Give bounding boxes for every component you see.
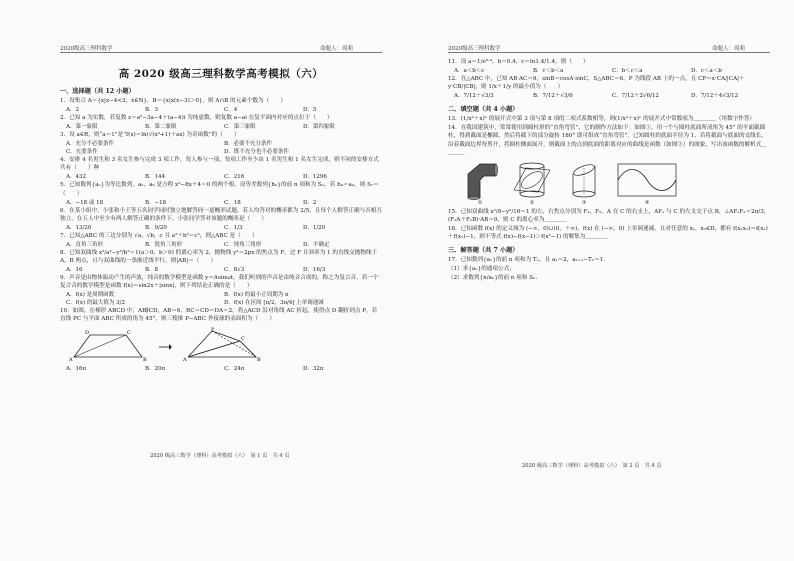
figure-3 — [566, 160, 602, 206]
folded-pyramid-diagram — [182, 327, 262, 363]
question-13: 13．(1/x²＋x)ⁿ 的展开式中第 3 项与第 8 项的二项式系数相等，则(1/x²＋x)ⁿ 的展开式中常数项为＿＿＿＿（用数字作答） — [448, 116, 755, 123]
q1-options — [60, 106, 382, 114]
figure-label: ② — [529, 199, 535, 206]
option: C．7/12＋2√6/12 — [612, 93, 659, 100]
option: C．钝角三角形 — [224, 241, 262, 248]
question-17-part-1: （1）求{aₙ}的通项公式； — [448, 266, 515, 273]
option: D．7/12＋4√3/12 — [691, 93, 739, 100]
option: D．c＜a＜b — [691, 68, 722, 75]
question-2: 2．已知 a 为实数，若复数 z＝a²−3a−4＋(a−4)i 为纯虚数，则复数 a−ai 在复平面内对应的点位于（ ） — [60, 115, 333, 122]
right-page-footer: 2020 级高三数学（理科）高考模拟（六） 第 2 页 共 4 页 — [522, 463, 662, 469]
question-5: 5．已知数列{aₙ}为等比数列，a₂，a₆ 是方程 x²−8x＋4＝0 的两个根，设等差数列{bₙ}的前 n 项和为 Sₙ，若 b₄＝a₄，则 S₇＝（ ） — [60, 182, 379, 197]
option: A．−18 或 18 — [66, 199, 104, 206]
option: D．f(x) 在区间 [π/2，3π/4] 上单调递减 — [224, 300, 324, 307]
question-16: 16．已知函数 f(x) 的定义域为 (−∞，0)∪(0，＋∞)，f(x) 在 (−∞，0) 上单调递减，且对任意的 x₁，x₂∈D，都有 f(x₁x₂)＝f(x₁)＋f(x₂)−1，则不等式 f(x)−f(x−1)＞f(x²−1) 的解集为＿＿＿＿ — [448, 225, 768, 241]
option: A．7/12＋√3/3 — [454, 93, 494, 100]
svg-text:A: A — [183, 356, 187, 363]
question-9: 9．声音是由物体振动产生的声波，纯音的数学模型是函数 y＝Asinωt，我们听到的声音是由纯音合成的，称之为复合音，若一个复合音的数学模型是函数 f(x)＝sin2x＋|sinx|，则下列结论正确的是（ ） — [60, 275, 379, 290]
option: B．−18 — [145, 199, 167, 206]
right-page-teacher-tag: 命题人：周莉 — [712, 46, 746, 52]
option: A．a＜b＜c — [454, 68, 485, 75]
section-fill-title: 二、填空题（共 4 小题） — [448, 106, 519, 114]
section-choice-title: 一、选择题（共 12 小题） — [60, 88, 135, 95]
option: A．432 — [66, 174, 86, 181]
option: B．第二象限 — [145, 124, 177, 131]
option: D．2 — [303, 199, 317, 206]
option: C．8√3 — [224, 267, 245, 274]
figure-1 — [462, 160, 498, 206]
section-answer-title: 三、解答题（共 7 小题） — [448, 247, 519, 255]
svg-text:P: P — [211, 326, 215, 333]
question-8: 8．已知双曲线 x²/a²−y²/b²＝1(a＞0，b＞0) 的离心率为 2，抛物线 y²＝2px 的焦点为 F，过 F 且斜率为 1 的直线交抛物线于 A，B 两点，且与双曲线的一条渐近线平行，则|AB|＝（ ） — [60, 249, 378, 265]
option: B．锐角三角形 — [145, 241, 183, 248]
question-14: 14．在我国建筑中，常常使用到圆柱形的“直角弯管”，它的制作方法如下：如图①，用一个与圆柱底面所成角为 45° 的平面截圆柱，得到截面是椭圆，然后将截下的部分旋转 180° 即可组成“直角弯管”。已知圆柱的底面半径为 1，若将截面与底面的交线长，沿着截面边界每剪开，将圆柱侧面展开，则截面上的点到底面的距离对应的曲线是函数（如图③）的图象，写出该函数的解析式＿＿＿＿ — [448, 125, 767, 156]
option: A．2 — [66, 107, 79, 114]
elbow-pipe-diagram — [462, 160, 498, 200]
option: D．第四象限 — [303, 124, 335, 131]
option: C．f(x) 的最大值为 3/2 — [66, 300, 125, 307]
option: A．16π — [66, 365, 87, 372]
option: C．第三象限 — [224, 124, 256, 131]
q4-options — [60, 173, 382, 181]
option: C．24π — [224, 365, 245, 372]
svg-text:C: C — [241, 335, 245, 342]
svg-text:B: B — [257, 356, 261, 363]
option: B．必要不充分条件 — [224, 141, 273, 148]
question-17: 17．已知数列{aₙ}的前 n 项和为 Tₙ，且 a₁＝2，aₙ₊₁−Tₙ＝1． — [448, 257, 609, 264]
q7-options — [60, 241, 382, 249]
option: B．20π — [145, 365, 166, 372]
q12-options — [448, 92, 770, 100]
exam-title: 高 2020 级高三理科数学高考模拟（六） — [118, 68, 324, 80]
right-page-header: 2020级高三理科数学 — [448, 46, 501, 52]
left-page-header: 2020级高三理科数学 — [60, 46, 113, 52]
q8-options — [60, 266, 382, 274]
question-12: 12．在△ABC 中，已知 AB·AC＝9，sinB＝cosA·sinC，S△ABC＝6，P 为线段 AB 上的一点，且 CP＝x·CA/|CA|＋y·CB/|CB|，则 1/x＋1/y 的最小值为（ ） — [448, 76, 745, 91]
figure-label: ③ — [581, 199, 587, 206]
question-7: 7．已知△ABC 的三边分别为 √a，√b，c 且 a²＋b²＝c²，则△ABC 是（ ） — [60, 232, 258, 239]
q6-options — [60, 224, 382, 232]
option: B．3 — [145, 107, 159, 114]
option: C．18 — [224, 199, 241, 206]
option: D．32π — [303, 365, 324, 372]
option: A．直角三角形 — [66, 241, 103, 248]
question-15: 15．已知双曲线 x²/9−y²/16＝1 的左、右焦点分别为 F₁，F₂，A 在 C 的右支上，AF₁ 与 C 的左支交于点 B，∠AF₁F₂＝2π/3，(F₁A＋F₁B)·AB＝0，则 C 的离心率为＿＿＿＿ — [448, 208, 770, 223]
option: D．1/20 — [303, 224, 326, 231]
option: D．1296 — [303, 174, 327, 181]
q10-options — [60, 365, 382, 373]
option: B．144 — [145, 174, 166, 181]
option: B．9/20 — [145, 224, 167, 231]
figure-4 — [616, 160, 678, 206]
trapezoid-diagram — [68, 327, 148, 363]
svg-text:B: B — [143, 356, 147, 363]
svg-text:D: D — [85, 329, 90, 336]
q3-options — [60, 140, 382, 156]
cut-cylinder-diagram — [512, 160, 552, 200]
option: C．充要条件 — [66, 149, 98, 156]
option: C．1/3 — [224, 224, 243, 231]
left-page-teacher-tag: 命题人：周莉 — [320, 46, 354, 52]
left-page-footer: 2020 级高三数学（理科）高考模拟（六） 第 1 页 共 4 页 — [150, 453, 290, 459]
option: A．f(x) 是周期函数 — [66, 292, 115, 299]
arrow-icon — [158, 327, 172, 363]
q5-options — [60, 199, 382, 207]
option: A．第一象限 — [66, 124, 98, 131]
option: D．5 — [303, 107, 317, 114]
trapezoid-figure — [60, 325, 382, 365]
question-3: 3．设 a∈R，则“a＝1”是“f(x)＝ln(√(x²+1)＋ax) 为奇函数”的（ ） — [60, 132, 240, 139]
q11-options — [448, 67, 770, 75]
q9-options — [60, 291, 382, 307]
q2-options — [60, 123, 382, 131]
option: C．216 — [224, 174, 245, 181]
option: B．c＜b＜a — [533, 68, 564, 75]
option: C．4 — [224, 107, 238, 114]
figure-label: ④ — [644, 199, 650, 206]
unrolled-surface-diagram — [616, 160, 678, 200]
svg-text:A: A — [69, 356, 73, 363]
option: B．7/12＋√3/6 — [533, 93, 573, 100]
option: C．b＜c＜a — [612, 68, 643, 75]
figure-label: ① — [477, 199, 483, 206]
left-header-rule — [60, 52, 382, 53]
option: B．f(x) 的最小正周期为 π — [224, 292, 289, 299]
pipe-figures — [448, 158, 770, 208]
question-11: 11．设 a＝1/e⁰·⁴，b＝0.4，c＝ln1.4/1.4，则（ ） — [448, 59, 589, 65]
option: D．不确定 — [303, 241, 330, 248]
right-header-rule — [448, 52, 770, 53]
option: B．8 — [145, 267, 159, 274]
question-1: 1．设集合 A＝{x|x−4<3，x∈N}，B＝{x|x(x−3)＞0}，则 A∩B 的元素个数为（ ） — [60, 98, 286, 104]
option: D．16/3 — [303, 267, 326, 274]
svg-text:C: C — [127, 329, 131, 336]
question-4: 4．安排 4 名男生和 3 名女生参与完成 3 项工作，每人参与一项，每项工作至少由 1 名男生和 1 名女生完成，则不同的安排方式共有（ ）种 — [60, 157, 379, 172]
option: A．充分不必要条件 — [66, 141, 114, 148]
figure-2 — [512, 160, 552, 206]
option: D．既不充分也不必要条件 — [224, 149, 289, 156]
question-17-part-2: （2）求数列{n/aₙ}的前 n 项和 Sₙ． — [448, 275, 542, 282]
slanted-cylinder-diagram — [566, 160, 602, 200]
question-6: 6．在某小组中，小张和小王等五名同学同时独立地解答同一道概率试题，若人均答对的概率都为 2/5，且每个人解答正确与否相互独立，在五人中至少有两人解答正确的条件下，小张同学答对该题的概率是（ ） — [60, 207, 382, 222]
option: A．16 — [66, 267, 83, 274]
option: A．13/20 — [66, 224, 92, 231]
question-10: 10．如图，在梯形 ABCD 中，AB∥CD，AB＝6，BC＝CD＝DA＝2，将△ACD 沿对角线 AC 折起，使得点 D 翻折到点 P，若直线 PC 与平面 ABC 所成的角为 45°，则三棱锥 P−ABC 外接球的表面积为（ ） — [60, 308, 378, 323]
